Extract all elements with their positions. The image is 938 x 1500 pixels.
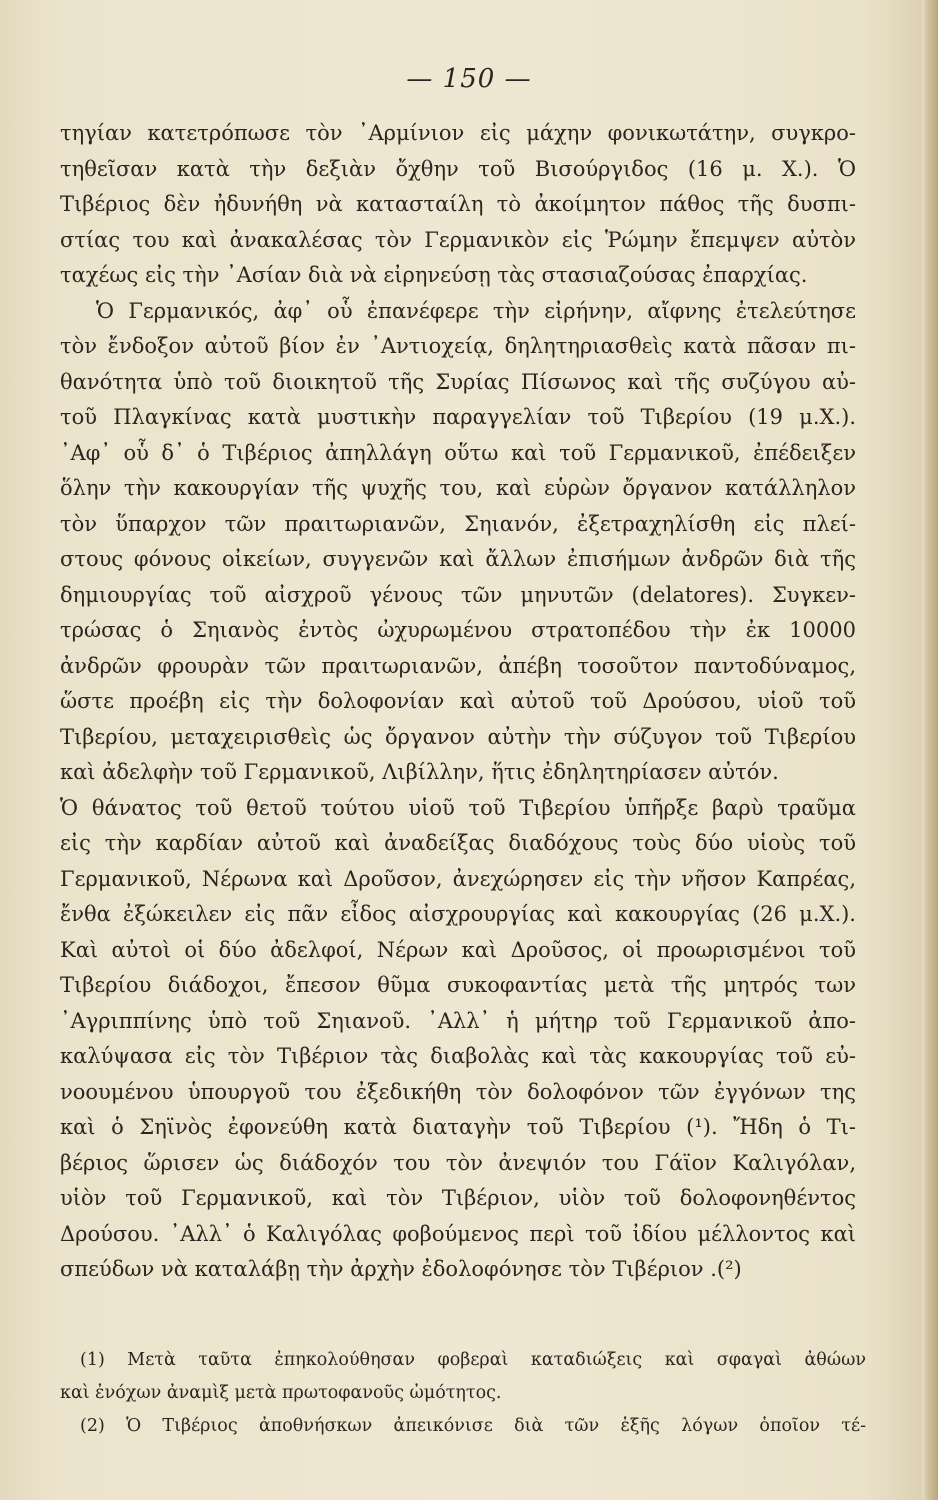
text-line: ταχέως εἰς τὴν ᾿Ασίαν διὰ νὰ εἰρηνεύσῃ τὰς στασιαζούσας ἐπαρχίας. — [60, 263, 808, 287]
page-edge-shadow — [922, 0, 938, 1500]
text-line: ᾿Αφ᾿ οὗ δ᾿ ὁ Τιβέριος ἀπηλλάγη οὕτω καὶ τοῦ Γερμανικοῦ, ἐπέδειξεν — [60, 440, 856, 465]
text-line: Καὶ αὐτοὶ οἱ δύο ἀδελφοί, Νέρων καὶ Δροῦσος, οἱ προωρισμένοι τοῦ — [60, 937, 856, 962]
body-text — [60, 116, 856, 1288]
text-line: καὶ ὁ Σηϊνὸς ἐφονεύθη κατὰ διαταγὴν τοῦ Τιβερίου (¹). Ἤδη ὁ Τι- — [60, 1115, 856, 1139]
text-line: στίας του καὶ ἀνακαλέσας τὸν Γερμανικὸν εἰς Ῥώμην ἔπεμψεν αὐτὸν — [60, 227, 856, 252]
page-number — [0, 64, 938, 94]
text-line: Δρούσου. ᾿Αλλ᾿ ὁ Καλιγόλας φοβούμενος περὶ τοῦ ἰδίου μέλλοντος καὶ — [60, 1221, 856, 1246]
text-line: δημιουργίας τοῦ αἰσχροῦ γένους τῶν μηνυτῶν (delatores). Συγκεν- — [60, 582, 856, 607]
text-line: βέριος ὥρισεν ὡς διάδοχόν του τὸν ἀνεψιόν του Γάϊον Καλιγόλαν, — [60, 1150, 856, 1175]
text-line: ᾿Αγριππίνης ὑπὸ τοῦ Σηιανοῦ. ᾿Αλλ᾿ ἡ μήτηρ τοῦ Γερμανικοῦ ἀπο- — [60, 1008, 856, 1033]
text-line: καὶ ἀδελφὴν τοῦ Γερμανικοῦ, Λιβίλλην, ἥτις ἐδηλητηρίασεν αὐτόν. — [60, 760, 779, 784]
text-line: καλύψασα εἰς τὸν Τιβέριον τὰς διαβολὰς καὶ τὰς κακουργίας τοῦ εὐ- — [60, 1044, 856, 1068]
footnote-line: (1) Μετὰ ταῦτα ἐπηκολούθησαν φοβεραὶ καταδιώξεις καὶ σφαγαὶ ἀθώων — [80, 1350, 866, 1370]
text-line: στους φόνους οἰκείων, συγγενῶν καὶ ἄλλων ἐπισήμων ἀνδρῶν διὰ τῆς — [60, 547, 856, 571]
text-line: θανότητα ὑπὸ τοῦ διοικητοῦ τῆς Συρίας Πίσωνος καὶ τῆς συζύγου αὐ- — [60, 369, 856, 394]
text-line: Τιβέριος δὲν ἠδυνήθη νὰ κατασταίλη τὸ ἀκοίμητον πάθος τῆς δυσπι- — [60, 192, 856, 216]
text-line: υἱὸν τοῦ Γερμανικοῦ, καὶ τὸν Τιβέριον, υἱὸν τοῦ δολοφονηθέντος — [60, 1186, 856, 1210]
text-line: ὥστε προέβη εἰς τὴν δολοφονίαν καὶ αὐτοῦ τοῦ Δρούσου, υἱοῦ τοῦ — [60, 689, 856, 713]
text-line: Τιβερίου διάδοχοι, ἔπεσον θῦμα συκοφαντίας μετὰ τῆς μητρός των — [60, 973, 856, 997]
text-line: νοουμένου ὑπουργοῦ του ἐξεδικήθη τὸν δολοφόνον τῶν ἐγγόνων της — [60, 1079, 856, 1104]
text-line: ὅλην τὴν κακουργίαν τῆς ψυχῆς του, καὶ εὑρὼν ὄργανον κατάλληλον — [60, 476, 856, 500]
footnote-line: (2) Ὁ Τιβέριος ἀποθνήσκων ἀπεικόνισε διὰ τῶν ἑξῆς λόγων ὁποῖον τέ- — [80, 1416, 866, 1436]
text-line: τηθεῖσαν κατὰ τὴν δεξιὰν ὄχθην τοῦ Βισούργιδος (16 μ. Χ.). Ὁ — [60, 156, 856, 181]
text-line: τρώσας ὁ Σηιανὸς ἐντὸς ὠχυρωμένου στρατοπέδου τὴν ἐκ 10000 — [60, 618, 856, 642]
text-line: Ὁ Γερμανικός, ἀφ᾿ οὗ ἐπανέφερε τὴν εἰρήνην, αἴφνης ἐτελεύτησε — [96, 298, 856, 323]
text-line: Γερμανικοῦ, Νέρωνα καὶ Δροῦσον, ἀνεχώρησεν εἰς τὴν νῆσον Καπρέας, — [60, 866, 856, 891]
text-line: εἰς τὴν καρδίαν αὐτοῦ καὶ ἀναδείξας διαδόχους τοὺς δύο υἱοὺς τοῦ — [60, 831, 856, 855]
text-line: Τιβερίου, μεταχειρισθεὶς ὡς ὄργανον αὐτὴν τὴν σύζυγον τοῦ Τιβερίου — [60, 724, 856, 749]
footnotes — [60, 1344, 866, 1443]
text-line: τὸν ὕπαρχον τῶν πραιτωριανῶν, Σηιανόν, ἐξετραχηλίσθη εἰς πλεί- — [60, 511, 856, 536]
text-line: ἔνθα ἐξώκειλεν εἰς πᾶν εἶδος αἰσχρουργίας καὶ κακουργίας (26 μ.Χ.). — [60, 902, 856, 926]
footnote-line: καὶ ἐνόχων ἀναμὶξ μετὰ πρωτοφανοῦς ὠμότητος. — [60, 1383, 502, 1403]
text-line: σπεύδων νὰ καταλάβῃ τὴν ἀρχὴν ἐδολοφόνησε τὸν Τιβέριον .(²) — [60, 1257, 742, 1281]
text-line: τὸν ἔνδοξον αὐτοῦ βίον ἐν ᾿Αντιοχείᾳ, δηλητηριασθεὶς κατὰ πᾶσαν πι- — [60, 334, 856, 358]
page-number-text: — 150 — — [406, 64, 532, 94]
text-line: Ὁ θάνατος τοῦ θετοῦ τούτου υἱοῦ τοῦ Τιβερίου ὑπῆρξε βαρὺ τραῦμα — [60, 795, 856, 820]
text-line: τηγίαν κατετρόπωσε τὸν ᾿Αρμίνιον εἰς μάχην φονικωτάτην, συγκρο- — [60, 121, 856, 145]
text-line: ἀνδρῶν φρουρὰν τῶν πραιτωριανῶν, ἀπέβη τοσοῦτον παντοδύναμος, — [60, 653, 856, 678]
text-line: τοῦ Πλαγκίνας κατὰ μυστικὴν παραγγελίαν τοῦ Τιβερίου (19 μ.Χ.). — [60, 405, 856, 429]
